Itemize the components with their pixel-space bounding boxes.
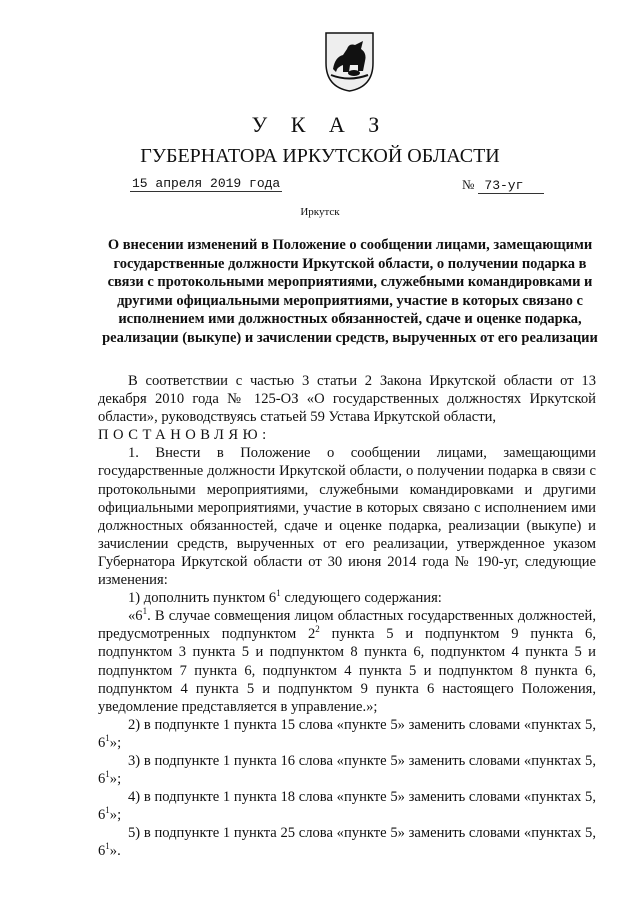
document-number — [462, 176, 544, 194]
decree-word: ПОСТАНОВЛЯЮ: — [98, 427, 271, 444]
number-sign: № — [462, 177, 475, 192]
amendment-item-3: 3) в подпункте 1 пункта 16 слова «пункте 5» заменить словами «пунктах 5, $6^1$»; — [98, 752, 596, 788]
document-heading: О внесении изменений в Положение о сообщении лицами, замещающими государственные должности Иркутской области, о получении подарка в связи с протокольными мероприятиями, служебными командировками и другими официальными мероприятиями, участие в которых связано с исполнением ими должностных обязанностей, сдаче и оценке подарка, реализации (выкупе) и зачислении средств, вырученных от его реализации — [102, 237, 598, 346]
paragraph-1: 1. Внести в Положение о сообщении лицами, замещающими государственные должности Иркутской области, о получении подарка в связи с протокольными мероприятиями, служебными командировками и другими официальными мероприятиями, участие в которых связано с исполнением ими должностных обязанностей, сдаче и оценке подарка, реализации (выкупе) и зачислении средств, вырученных от его реализации, утвержденное указом Губернатора Иркутской области от 30 июня 2014 года № 190-уг, следующие изменения: — [98, 445, 596, 589]
preamble-paragraph: В соответствии с частью 3 статьи 2 Закона Иркутской области от 13 декабря 2010 года № 125-ОЗ «О государственных должностях Иркутской области», руководствуясь статьей 59 Устава Иркутской области, — [98, 373, 596, 426]
amendment-item-1: 1) дополнить пунктом $6^1$ следующего содержания: — [128, 588, 442, 607]
amendment-item-4: 4) в подпункте 1 пункта 18 слова «пункте 5» заменить словами «пунктах 5, $6^1$»; — [98, 789, 596, 824]
number-value: 73-уг — [478, 178, 544, 194]
amendment-item-5: 5) в подпункте 1 пункта 25 слова «пункте 5» заменить словами «пунктах 5, $6^1$». — [98, 825, 596, 860]
document-type-title: У К А З — [251, 112, 389, 137]
city-label: Иркутск — [300, 206, 340, 218]
amendment-item-2: 2) в подпункте 1 пункта 15 слова «пункте 5» заменить словами «пунктах 5, $6^1$»; — [98, 716, 596, 751]
amendment-quote: «$6^1$. В случае совмещения лицом областных государственных должностей, предусмотренных подпунктом $2^2$ пункта 5 и подпунктом 9 пункта 6, подпунктом 3 пункта 5 и подпунктом 8 пункта 6, подпунктом 4 пункта 5 и подпунктом 7 пункта 6, подпунктом 4 пункта 5 и подпунктом 8 пункта 6, подпунктом 4 пункта 5 и подпунктом 9 пункта 6 настоящего Положения, уведомление представляется в управление.»; — [98, 606, 596, 715]
issuer-title: ГУБЕРНАТОРА ИРКУТСКОЙ ОБЛАСТИ — [140, 145, 500, 167]
coat-of-arms-icon — [323, 27, 376, 93]
document-date: 15 апреля 2019 года — [132, 176, 281, 191]
document-body — [98, 372, 596, 861]
